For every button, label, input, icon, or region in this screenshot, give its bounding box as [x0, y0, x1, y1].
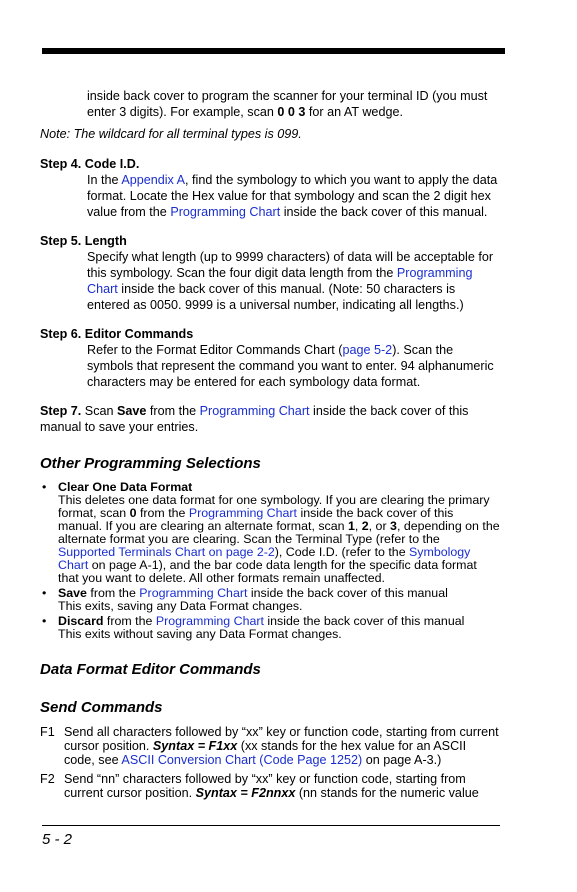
clear-one-title: Clear One Data Format [58, 480, 193, 494]
footer-rule [42, 825, 500, 826]
wildcard-note: Note: The wildcard for all terminal types is 099. [40, 127, 302, 141]
clear-bold: 1 [347, 519, 355, 533]
page-number: 5 - 2 [42, 831, 73, 848]
programming-chart-link[interactable]: Programming Chart [170, 205, 281, 219]
clear-bold: 3 [390, 519, 397, 533]
programming-chart-link[interactable]: Programming Chart [188, 506, 297, 520]
f2-key: F2 [40, 772, 55, 786]
save-description: This exits, saving any Data Format changes. [58, 599, 303, 613]
clear-text: from the [136, 506, 189, 520]
page-2-2-link[interactable]: page 2-2 [225, 545, 275, 559]
list-item-clear-one [40, 481, 500, 585]
other-programming-heading: Other Programming Selections [40, 455, 261, 472]
send-commands-heading: Send Commands [40, 699, 163, 716]
step-7-text: from the [146, 404, 200, 418]
step-4-text: , find the symbology to which you want to apply the data format. Locate the Hex value for that symbology and scan the 2 digit hex value from the [87, 173, 498, 219]
step-4-body [87, 172, 500, 220]
step-7 [40, 403, 500, 435]
save-word: Save [117, 404, 147, 418]
list-item-save [40, 587, 500, 613]
step-7-label: Step 7. [40, 404, 82, 418]
clear-text: inside the back cover of this manual. If you are clearing an alternate format, scan [58, 506, 454, 533]
step-7-text: Scan [81, 404, 117, 418]
clear-text: , or [368, 519, 391, 533]
symbology-chart-link[interactable]: Symbology Chart [58, 545, 471, 572]
discard-text: inside the back cover of this manual [263, 614, 465, 628]
step-6-text: Refer to the Format Editor Commands Chart ( [87, 343, 343, 357]
f1-syntax: Syntax = F1xx [152, 739, 238, 753]
programming-chart-link[interactable]: Programming Chart [139, 586, 248, 600]
save-text: inside the back cover of this manual [247, 586, 448, 600]
programming-chart-link[interactable]: Programming Chart [87, 266, 473, 296]
intro-paragraph [87, 88, 500, 120]
clear-text: This deletes one data format for one symbology. If you are clearing the primary format, scan [58, 493, 490, 520]
clear-text: ), Code I.D. (refer to the [274, 545, 410, 559]
header-rule [42, 48, 505, 54]
f1-text: Send all characters followed by “xx” key or function code, starting from current cursor position. [64, 725, 499, 753]
step-4-title: Step 4. Code I.D. [40, 157, 140, 171]
clear-bold: 2 [361, 519, 369, 533]
step-6-title: Step 6. Editor Commands [40, 327, 194, 341]
discard-description: This exits without saving any Data Format changes. [58, 627, 342, 641]
page-content [40, 88, 500, 805]
f1-command [40, 725, 500, 767]
f1-text: (xx stands for the hex value for an ASCII code, see [64, 739, 467, 767]
f2-text: (nn stands for the numeric value [295, 786, 479, 800]
f1-key: F1 [40, 725, 55, 739]
f2-command [40, 772, 500, 800]
programming-chart-link[interactable]: Programming Chart [155, 614, 264, 628]
page-5-2-link[interactable]: page 5-2 [342, 343, 393, 357]
step-4-text: In the [87, 173, 122, 187]
intro-text: inside back cover to program the scanner for your terminal ID (you must enter 3 digits). For example, scan [87, 89, 488, 119]
f2-text: Send “nn” characters followed by “xx” key or function code, starting from current cursor position. [64, 772, 466, 800]
step-5 [40, 233, 500, 313]
list-item-discard [40, 615, 500, 641]
step-7-text: inside the back cover of this manual to save your entries. [40, 404, 469, 434]
selection-list [40, 481, 500, 641]
clear-bold: 0 [129, 506, 137, 520]
step-5-title: Step 5. Length [40, 234, 127, 248]
step-4 [40, 156, 500, 220]
clear-text: , [354, 519, 362, 533]
clear-text: , depending on the alternate format you are clearing. Scan the Terminal Type (refer to the [58, 519, 500, 546]
example-code: 0 0 3 [277, 105, 306, 119]
step-6-text: ). Scan the symbols that represent the command you want to enter. 94 alphanumeric characters may be entered for each symbology data format. [87, 343, 494, 389]
f1-text: on page A-3.) [362, 753, 442, 767]
save-text: from the [86, 586, 140, 600]
step-4-text: inside the back cover of this manual. [280, 205, 488, 219]
appendix-a-link[interactable]: Appendix A [121, 173, 186, 187]
supported-terminals-link[interactable]: Supported Terminals Chart on [58, 545, 226, 559]
discard-text: from the [103, 614, 156, 628]
f2-syntax: Syntax = F2nnxx [195, 786, 296, 800]
discard-label: Discard [58, 614, 104, 628]
step-6-body [87, 342, 500, 390]
intro-text-end: for an AT wedge. [305, 105, 403, 119]
step-5-text: Specify what length (up to 9999 characters) of data will be acceptable for this symbology. Scan the four digit data length from the [87, 250, 494, 280]
step-5-body [87, 249, 500, 313]
editor-commands-heading: Data Format Editor Commands [40, 661, 261, 678]
save-label: Save [58, 586, 87, 600]
clear-text: on page A-1), and the bar code data length for the specific data format that you want to delete. All other formats remain unaffected. [58, 558, 477, 585]
step-5-text: inside the back cover of this manual. (Note: 50 characters is entered as 0050. 9999 is a universal number, indicating all lengths.) [87, 282, 464, 312]
ascii-conversion-link[interactable]: ASCII Conversion Chart (Code Page 1252) [121, 753, 363, 767]
step-6 [40, 326, 500, 390]
clear-one-body [58, 494, 500, 585]
programming-chart-link[interactable]: Programming Chart [199, 404, 310, 418]
